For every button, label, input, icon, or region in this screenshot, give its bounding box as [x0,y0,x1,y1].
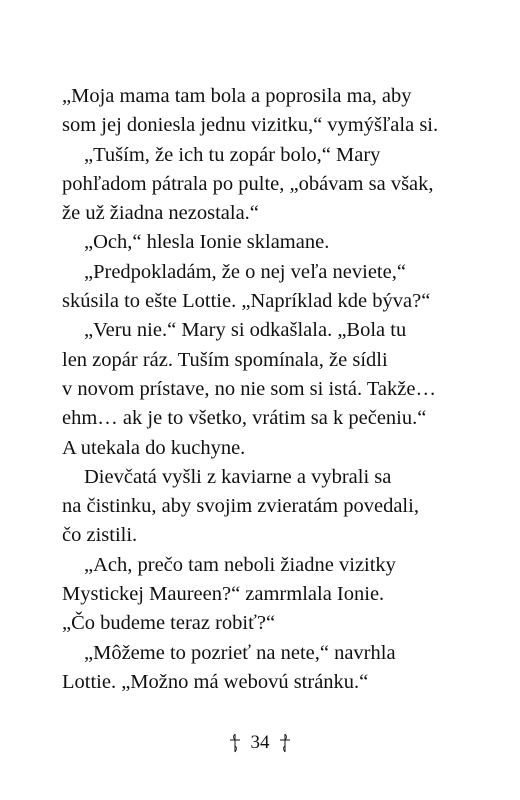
text-line: „Tuším, že ich tu zopár bolo,“ Mary [84,143,381,166]
text-line: že už žiadna nezostala.“ [62,202,259,225]
text-line: „Moja mama tam bola a poprosila ma, aby [62,85,412,107]
right-ornament-icon [278,732,292,754]
page-footer [0,730,520,755]
text-line: som jej doniesla jednu vizitku,“ vymýšľala si. [62,114,439,137]
text-line: Dievčatá vyšli z kaviarne a vybrali sa [84,465,392,488]
text-line: A utekala do kuchyne. [62,436,246,459]
text-line: „Môžeme to pozrieť na nete,“ navrhla [84,641,396,664]
text-line: „Veru nie.“ Mary si odkašlala. „Bola tu [84,319,407,342]
text-line: „Čo budeme teraz robiť?“ [62,612,276,635]
text-line: Lottie. „Možno má webovú stránku.“ [62,670,369,693]
left-ornament-icon [228,732,242,754]
page-number: 34 [250,731,270,753]
text-line: na čistinku, aby svojim zvieratám povedali, [62,495,419,518]
text-line: ehm… ak je to všetko, vrátim sa k pečeniu.“ [62,407,427,430]
text-line: „Predpokladám, že o nej veľa neviete,“ [84,260,406,283]
text-line: skúsila to ešte Lottie. „Napríklad kde býva?“ [62,290,431,313]
text-line: „Och,“ hlesla Ionie sklamane. [84,231,330,254]
text-line: „Ach, prečo tam neboli žiadne vizitky [84,553,396,576]
text-line: čo zistili. [62,524,138,547]
text-line: Mystickej Maureen?“ zamrmlala Ionie. [62,583,385,606]
text-line: v novom prístave, no nie som si istá. Takže… [62,377,436,400]
body-text [62,82,482,697]
text-line: len zopár ráz. Tuším spomínala, že sídli [62,348,388,371]
text-line: pohľadom pátrala po pulte, „obávam sa však, [62,172,434,195]
